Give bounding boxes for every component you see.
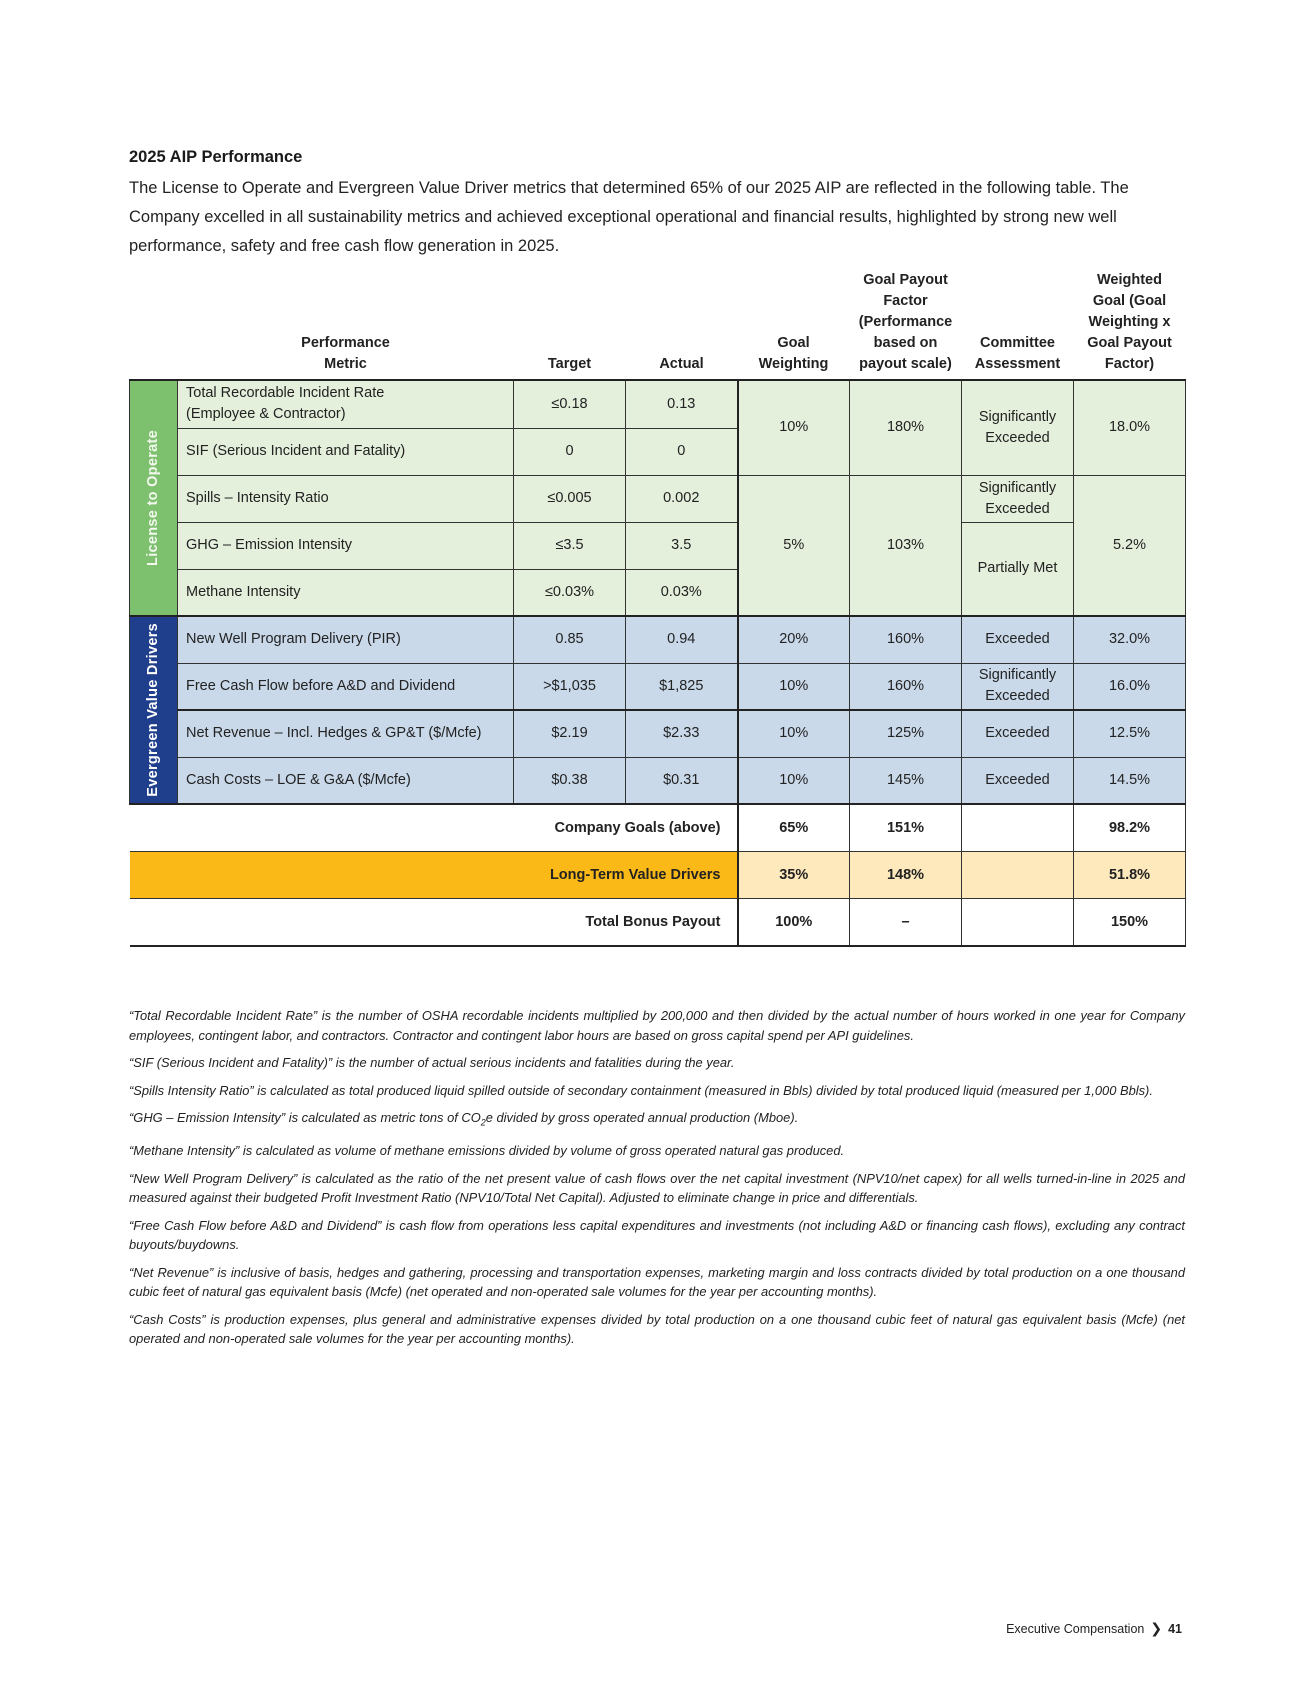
summary-row-company-goals	[130, 804, 1186, 852]
actual-cell: 3.5	[626, 522, 738, 569]
metric-cell: New Well Program Delivery (PIR)	[178, 616, 514, 663]
page-number: 41	[1168, 1621, 1182, 1636]
weighting-cell: 10%	[738, 663, 850, 710]
target-cell: ≤0.18	[514, 380, 626, 428]
summary-weighting: 35%	[738, 852, 850, 899]
footnote: “New Well Program Delivery” is calculated as the ratio of the net present value of cash flows over the net capital investment (NPV10/net capex) for all wells turned-in-line in 2025 and measured against their budgeted Profit Investment Ratio (NPV10/Total Net Capital). Adjusted to eliminate change in price and differentials.	[129, 1170, 1185, 1206]
summary-weighting: 65%	[738, 804, 850, 852]
weighted-cell: 5.2%	[1074, 475, 1186, 616]
assessment-cell: Exceeded	[962, 757, 1074, 804]
payout-cell: 125%	[850, 710, 962, 757]
header-goal-weighting: Goal Weighting	[738, 270, 850, 380]
actual-cell: $1,825	[626, 663, 738, 710]
header-committee-assessment: Committee Assessment	[962, 270, 1074, 380]
assessment-cell: Significantly Exceeded	[962, 663, 1074, 710]
table-row	[130, 475, 1186, 522]
summary-assessment-empty	[962, 804, 1074, 852]
actual-cell: 0.002	[626, 475, 738, 522]
header-weighted-goal: Weighted Goal (Goal Weighting x Goal Payout Factor)	[1074, 270, 1186, 380]
footnote: “Cash Costs” is production expenses, plus general and administrative expenses divided by total production on a one thousand cubic feet of natural gas equivalent basis (Mcfe) (net operated and non-operated sale volumes for the year per accounting months).	[129, 1311, 1185, 1347]
weighting-cell: 10%	[738, 757, 850, 804]
footnote: “GHG – Emission Intensity” is calculated as metric tons of $CO_2e$ divided by gross operated annual production (Mboe).	[129, 1110, 799, 1128]
footnotes	[129, 1006, 1185, 1357]
footer-section: Executive Compensation	[1006, 1621, 1145, 1636]
summary-assessment-empty	[962, 852, 1074, 899]
actual-cell: 0	[626, 428, 738, 475]
assessment-cell: Exceeded	[962, 710, 1074, 757]
summary-label: Total Bonus Payout	[130, 899, 738, 947]
payout-cell: 160%	[850, 616, 962, 663]
summary-weighted: 98.2%	[1074, 804, 1186, 852]
table-row	[130, 616, 1186, 663]
assessment-cell: Partially Met	[962, 522, 1074, 616]
actual-cell: $0.31	[626, 757, 738, 804]
table-row	[130, 663, 1186, 710]
footnote: “Methane Intensity” is calculated as volume of methane emissions divided by volume of gross operated natural gas produced.	[129, 1143, 845, 1159]
target-cell: 0	[514, 428, 626, 475]
header-goal-payout-factor: Goal Payout Factor (Performance based on payout scale)	[850, 270, 962, 380]
metric-cell: Net Revenue – Incl. Hedges & GP&T ($/Mcfe)	[178, 710, 514, 757]
weighted-cell: 16.0%	[1074, 663, 1186, 710]
weighted-cell: 12.5%	[1074, 710, 1186, 757]
header-row	[130, 270, 1186, 380]
summary-weighting: 100%	[738, 899, 850, 947]
actual-cell: $2.33	[626, 710, 738, 757]
target-cell: $0.38	[514, 757, 626, 804]
metric-cell: SIF (Serious Incident and Fatality)	[178, 428, 514, 475]
group-label-evergreen-value-drivers: Evergreen Value Drivers	[130, 616, 178, 804]
footnote: “Net Revenue” is inclusive of basis, hedges and gathering, processing and transportation expenses, marketing margin and loss contracts divided by total production on a one thousand cubic feet of natural gas equivalent basis (Mcfe) (net operated and non-operated sale volumes for the year per accounting months).	[129, 1264, 1185, 1300]
actual-cell: 0.13	[626, 380, 738, 428]
header-actual: Actual	[626, 270, 738, 380]
table-row	[130, 710, 1186, 757]
header-metric: Performance Metric	[178, 270, 514, 380]
payout-cell: 145%	[850, 757, 962, 804]
table-row	[130, 380, 1186, 428]
payout-cell: 103%	[850, 475, 962, 616]
target-cell: >$1,035	[514, 663, 626, 710]
weighting-cell: 10%	[738, 710, 850, 757]
assessment-cell: Significantly Exceeded	[962, 380, 1074, 475]
actual-cell: 0.94	[626, 616, 738, 663]
weighted-cell: 32.0%	[1074, 616, 1186, 663]
section-title: 2025 AIP Performance	[129, 148, 303, 166]
header-target: Target	[514, 270, 626, 380]
target-cell: ≤3.5	[514, 522, 626, 569]
table-row	[130, 757, 1186, 804]
summary-label: Company Goals (above)	[130, 804, 738, 852]
summary-row-total-bonus-payout	[130, 899, 1186, 947]
table-row	[130, 522, 1186, 569]
metric-cell: Cash Costs – LOE & G&A ($/Mcfe)	[178, 757, 514, 804]
target-cell: ≤0.005	[514, 475, 626, 522]
assessment-cell: Significantly Exceeded	[962, 475, 1074, 522]
payout-cell: 160%	[850, 663, 962, 710]
chevron-right-icon: ❯	[1150, 1620, 1163, 1636]
footnote: “Free Cash Flow before A&D and Dividend” is cash flow from operations less capital expenditures and investments (not including A&D or financing cash flows), excluding any contract buyouts/buydowns.	[129, 1217, 1185, 1253]
weighted-cell: 14.5%	[1074, 757, 1186, 804]
weighting-cell: 20%	[738, 616, 850, 663]
summary-row-long-term-value-drivers	[130, 852, 1186, 899]
summary-weighted: 150%	[1074, 899, 1186, 947]
footnote: “SIF (Serious Incident and Fatality)” is the number of actual serious incidents and fatalities during the year.	[129, 1055, 735, 1070]
aip-performance-table	[129, 270, 1186, 947]
footnote: “Total Recordable Incident Rate” is the number of OSHA recordable incidents multiplied by 200,000 and then divided by the actual number of hours worked in one year for Company employees, contingent labor, and contractors. Contractor and contingent labor hours are based on gross capital spend per API guidelines.	[129, 1008, 1185, 1043]
summary-payout: –	[850, 899, 962, 947]
header-spacer	[130, 270, 178, 380]
weighting-cell: 5%	[738, 475, 850, 616]
summary-payout: 148%	[850, 852, 962, 899]
metric-cell: GHG – Emission Intensity	[178, 522, 514, 569]
weighted-cell: 18.0%	[1074, 380, 1186, 475]
metric-cell: Methane Intensity	[178, 569, 514, 616]
target-cell: $2.19	[514, 710, 626, 757]
assessment-cell: Exceeded	[962, 616, 1074, 663]
footnote: “Spills Intensity Ratio” is calculated as total produced liquid spilled outside of secondary containment (measured in Bbls) divided by total produced liquid (measured per 1,000 Bbls).	[129, 1082, 1153, 1098]
summary-assessment-empty	[962, 899, 1074, 947]
summary-weighted: 51.8%	[1074, 852, 1186, 899]
intro-paragraph: The License to Operate and Evergreen Value Driver metrics that determined 65% of our 2025 AIP are reflected in the following table. The Company excelled in all sustainability metrics and achieved exceptional operational and financial results, highlighted by strong new well performance, safety and free cash flow generation in 2025.	[129, 179, 1129, 255]
weighting-cell: 10%	[738, 380, 850, 475]
page-footer	[1006, 1620, 1182, 1637]
summary-label: Long-Term Value Drivers	[130, 852, 738, 899]
summary-payout: 151%	[850, 804, 962, 852]
actual-cell: 0.03%	[626, 569, 738, 616]
group-label-license-to-operate: License to Operate	[130, 380, 178, 616]
metric-cell: Total Recordable Incident Rate (Employee & Contractor)	[178, 380, 514, 428]
target-cell: ≤0.03%	[514, 569, 626, 616]
target-cell: 0.85	[514, 616, 626, 663]
payout-cell: 180%	[850, 380, 962, 475]
metric-cell: Free Cash Flow before A&D and Dividend	[178, 663, 514, 710]
metric-cell: Spills – Intensity Ratio	[178, 475, 514, 522]
